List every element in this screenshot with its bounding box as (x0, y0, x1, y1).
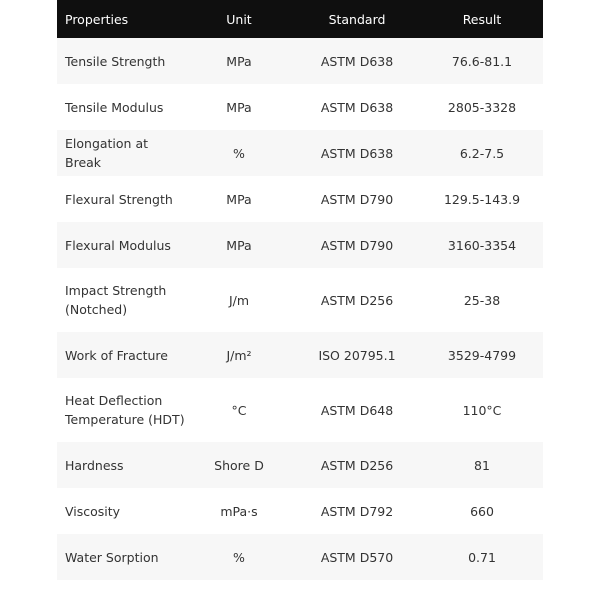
result-cell: 3160-3354 (447, 237, 517, 253)
header-row (57, 0, 543, 38)
table-row (57, 130, 543, 176)
unit-cell: MPa (226, 99, 252, 115)
unit-cell: J/m² (226, 347, 252, 363)
table-row (57, 332, 543, 378)
property-cell: Flexural Strength (65, 191, 173, 207)
table-header (57, 0, 543, 38)
result-cell: 81 (474, 457, 490, 473)
property-cell (57, 268, 185, 332)
unit-cell: % (233, 549, 245, 565)
table-row (57, 176, 543, 222)
property-cell (57, 378, 185, 442)
table-body (57, 38, 543, 580)
result-cell: 660 (470, 503, 494, 519)
table-row (57, 442, 543, 488)
result-cell: 6.2-7.5 (459, 145, 505, 161)
standard-cell: ISO 20795.1 (318, 347, 396, 363)
property-line: Temperature (HDT) (65, 412, 185, 427)
property-line: Impact Strength (65, 283, 167, 298)
header-result: Result (462, 11, 502, 27)
standard-cell: ASTM D790 (320, 237, 394, 253)
standard-cell: ASTM D648 (320, 402, 394, 418)
table-row (57, 488, 543, 534)
result-cell: 129.5-143.9 (443, 191, 521, 207)
header-standard: Standard (328, 11, 386, 27)
result-cell: 76.6-81.1 (451, 53, 513, 69)
unit-cell: J/m (228, 292, 250, 308)
table-row (57, 534, 543, 580)
table-row (57, 38, 543, 84)
result-cell: 25-38 (463, 292, 501, 308)
unit-cell: MPa (226, 237, 252, 253)
result-cell: 2805-3328 (447, 99, 517, 115)
table-row (57, 268, 543, 332)
property-cell: Hardness (65, 457, 124, 473)
properties-table-container (57, 0, 543, 580)
unit-cell: mPa·s (220, 503, 258, 519)
standard-cell: ASTM D638 (320, 145, 394, 161)
table-row (57, 84, 543, 130)
property-cell: Flexural Modulus (65, 237, 171, 253)
property-line: Heat Deflection (65, 393, 163, 408)
standard-cell: ASTM D638 (320, 99, 394, 115)
property-line: (Notched) (65, 302, 128, 317)
property-cell: Water Sorption (65, 549, 159, 565)
standard-cell: ASTM D638 (320, 53, 394, 69)
unit-cell: % (233, 145, 245, 161)
table-row (57, 222, 543, 268)
property-cell: Tensile Modulus (65, 99, 164, 115)
result-cell: 3529-4799 (447, 347, 517, 363)
unit-cell: °C (231, 402, 247, 418)
unit-cell: MPa (226, 53, 252, 69)
standard-cell: ASTM D256 (320, 457, 394, 473)
header-properties: Properties (65, 11, 129, 27)
property-cell: Tensile Strength (65, 53, 166, 69)
property-cell: Elongation at Break (65, 136, 149, 170)
result-cell: 0.71 (468, 549, 496, 565)
property-cell: Work of Fracture (65, 347, 168, 363)
table-row (57, 378, 543, 442)
standard-cell: ASTM D570 (320, 549, 394, 565)
standard-cell: ASTM D790 (320, 191, 394, 207)
standard-cell: ASTM D256 (320, 292, 394, 308)
properties-table (57, 0, 543, 580)
property-cell: Viscosity (65, 503, 121, 519)
unit-cell: MPa (226, 191, 252, 207)
result-cell: 110°C (462, 402, 502, 418)
standard-cell: ASTM D792 (320, 503, 394, 519)
unit-cell: Shore D (214, 457, 264, 473)
header-unit: Unit (226, 11, 252, 27)
